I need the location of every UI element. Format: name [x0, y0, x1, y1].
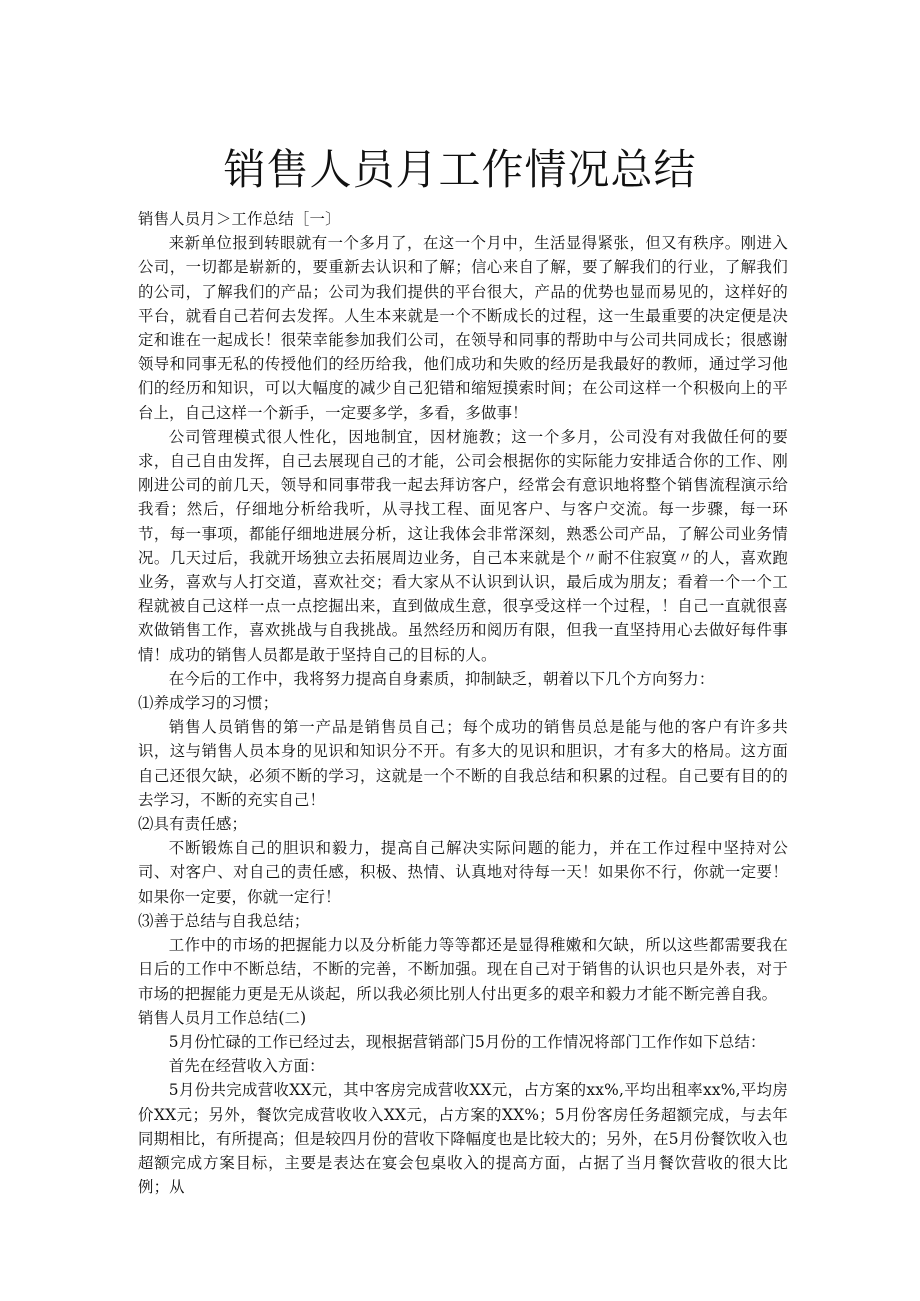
document-body	[138, 207, 788, 1199]
body-paragraph: 5月份忙碌的工作已经过去，现根据营销部门5月份的工作情况将部门工作作如下总结：	[168, 1032, 766, 1051]
body-paragraph: 工作中的市场的把握能力以及分析能力等等都还是显得稚嫩和欠缺，所以这些都需要我在日后的工作中不断总结，不断的完善，不断加强。现在自己对于销售的认识也只是外表，对于市场的把握能力更是无从谈起，所以我必须比别人付出更多的艰辛和毅力才能不断完善自我。	[138, 936, 788, 1003]
body-paragraph: 首先在经营收入方面：	[168, 1057, 325, 1076]
section-heading: 销售人员月工作总结(二)	[138, 1008, 307, 1027]
body-paragraph: 5月份共完成营收XX元，其中客房完成营收XX元，占方案的xx%,平均出租率xx%,平均房价XX元；另外，餐饮完成营收收入XX元，占方案的XX%；5月份客房任务超额完成，与去年同期相比，有所提高；但是较四月份的营收下降幅度也是比较大的；另外，在5月份餐饮收入也超额完成方案目标，主要是表达在宴会包桌收入的提高方面，占据了当月餐饮营收的很大比例；从	[138, 1081, 788, 1197]
body-paragraph: 销售人员销售的第一产品是销售员自己；每个成功的销售员总是能与他的客户有许多共识，这与销售人员本身的见识和知识分不开。有多大的见识和胆识，才有多大的格局。这方面自己还很欠缺，必须不断的学习，这就是一个不断的自我总结和积累的过程。自己要有目的的去学习，不断的充实自己！	[138, 718, 788, 809]
section-heading: 销售人员月＞工作总结［一〕	[138, 210, 341, 228]
list-item-heading: ⑶善于总结与自我总结；	[138, 911, 310, 930]
body-paragraph: 在今后的工作中，我将努力提高自身素质，抑制缺乏，朝着以下几个方向努力：	[168, 669, 715, 688]
document-title: 销售人员月工作情况总结	[223, 145, 697, 194]
list-item-heading: ⑵具有责任感；	[138, 815, 248, 834]
list-item-heading: ⑴养成学习的习惯；	[138, 694, 279, 713]
body-paragraph: 来新单位报到转眼就有一个多月了，在这一个月中，生活显得紧张，但又有秩序。刚进入公司，一切都是崭新的，要重新去认识和了解；信心来自了解，要了解我们的行业，了解我们的公司，了解我们的产品；公司为我们提供的平台很大，产品的优势也显而易见的，这样好的平台，就看自己若何去发挥。人生本来就是一个不断成长的过程，这一生最重要的决定便是决定和谁在一起成长！很荣幸能参加我们公司，在领导和同事的帮助中与公司共同成长；很感谢领导和同事无私的传授他们的经历给我，他们成功和失败的经历是我最好的教师，通过学习他们的经历和知识，可以大幅度的减少自己犯错和缩短摸索时间；在公司这样一个积极向上的平台上，自己这样一个新手，一定要多学，多看，多做事！	[138, 234, 788, 422]
body-paragraph: 公司管理模式很人性化，因地制宜，因材施教；这一个多月，公司没有对我做任何的要求，自己自由发挥，自己去展现自己的才能，公司会根据你的实际能力安排适合你的工作、刚刚进公司的前几天，领导和同事带我一起去拜访客户，经常会有意识地将整个销售流程演示给我看；然后，仔细地分析给我听，从寻找工程、面见客户、与客户交流。每一步骤，每一环节，每一事项，都能仔细地进展分析，这让我体会非常深刻，熟悉公司产品，了解公司业务情况。几天过后，我就开场独立去拓展周边业务，自己本来就是个〃耐不住寂寞〃的人，喜欢跑业务，喜欢与人打交道，喜欢社交；看大家从不认识到认识，最后成为朋友；看着一个一个工程就被自己这样一点一点挖掘出来，直到做成生意，很享受这样一个过程，！自己一直就很喜欢做销售工作，喜欢挑战与自我挑战。虽然经历和阅历有限，但我一直坚持用心去做好每件事情！成功的销售人员都是敢于坚持自己的目标的人。	[138, 427, 788, 664]
body-paragraph: 不断锻炼自己的胆识和毅力，提高自己解决实际问题的能力，并在工作过程中坚持对公司、对客户、对自己的责任感，积极、热情、认真地对待每一天！如果你不行，你就一定要！如果你一定要，你就一定行！	[138, 839, 788, 906]
